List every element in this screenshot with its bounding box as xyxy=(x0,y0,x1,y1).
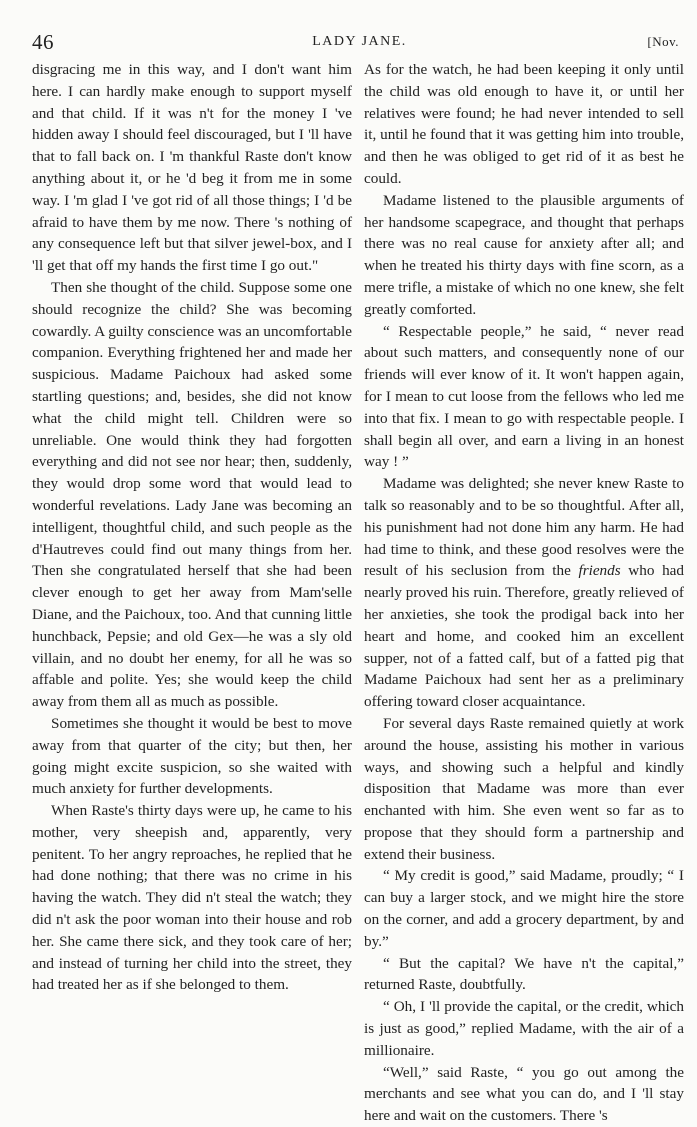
paragraph: “ But the capital? We have n't the capital,” returned Raste, doubtfully. xyxy=(364,954,684,994)
paragraph: For several days Raste remained quietly at work around the house, assisting his mother in various ways, and showing such a helpful and kindly disposition that Madame was more than ever enchanted with him. She even went so far as to propose that they should form a partnership and extend their business. xyxy=(364,714,684,863)
paragraph: “ My credit is good,” said Madame, proudly; “ I can buy a larger stock, and we might hire the store on the corner, and add a grocery department, by and by.” xyxy=(364,867,684,950)
paragraph: “Well,” said Raste, “ you go out among the merchants and see what you can do, and I 'll stay here and wait on the customers. There 's xyxy=(364,1063,684,1125)
issue-month: [Nov. xyxy=(647,34,679,49)
right-column xyxy=(364,59,684,1127)
paragraph: Sometimes she thought it would be best to move away from that quarter of the city; but then, her going might excite suspicion, so she waited with much anxiety for further developments. xyxy=(32,714,352,798)
running-title: LADY JANE. xyxy=(312,34,407,49)
paragraph xyxy=(364,473,684,713)
paragraph: disgracing me in this way, and I don't want him here. I can hardly make enough to support myself and that child. If it was n't for the money I 've hidden away I should feel discouraged, but I 'll have that to fall back on. I 'm thankful Raste don't know anything about it, or he 'd beg it from me in some way. I 'm glad I 've got rid of all those things; I 'd be afraid to have them by me now. There 's nothing of any consequence left but that silver jewel-box, and I 'll get that off my hands the first time I go out." xyxy=(32,61,352,275)
paragraph: “ Respectable people,” he said, “ never read about such matters, and consequently none of our friends will ever know of it. It won't happen again, for I mean to cut loose from the fellows who led me into that fix. I mean to go with respectable people. I shall begin all over, and earn a living in an honest way ! ” xyxy=(364,322,684,471)
paragraph: “ Oh, I 'll provide the capital, or the credit, which is just as good,” replied Madame, with the air of a millionaire. xyxy=(364,998,684,1059)
paragraph: Madame listened to the plausible arguments of her handsome scapegrace, and thought that perhaps there was no real cause for anxiety after all; and when he treated his thirty days with fine scorn, as a mere trifle, a mistake of which no one knew, she felt greatly comforted. xyxy=(364,191,684,318)
page-number: 46 xyxy=(32,30,54,54)
paragraph-text: who had nearly proved his ruin. Therefore, greatly relieved of her anxieties, she took the prodigal back into her heart and home, and cooked him an excellent supper, not of a fatted calf, but of a fatted pig that Madame Paichoux had sent her as a preliminary offering toward closer acquaintance. xyxy=(364,562,685,711)
emphasis-text: friends xyxy=(578,562,621,580)
running-header xyxy=(32,30,687,54)
paragraph: Then she thought of the child. Suppose some one should recognize the child? She was becoming cowardly. A guilty conscience was an uncomfortable companion. Everything frightened her and made her suspicious. Madame Paichoux had asked some startling questions; and, besides, she did not know what the child might tell. Children were so unreliable. One would think they had forgotten everything and did not see nor hear; then, suddenly, they would drop some word that would lead to wonderful revelations. Lady Jane was becoming an intelligent, thoughtful child, and such people as the d'Hautreves could find out many things from her. Then she congratulated herself that she had been clever enough to get her away from Mam'selle Diane, and the Paichoux, too. And that cunning little hunchback, Pepsie; and old Gex—he was a sly old villain, and no doubt her enemy, for all he was so affable and polite. Yes; she would keep the child away from them all as much as possible. xyxy=(32,278,352,711)
left-column xyxy=(32,59,352,996)
paragraph: As for the watch, he had been keeping it only until the child was old enough to have it, or until her relatives were found; he had never intended to sell it, until he found that it was getting him into trouble, and then he was obliged to get rid of it as best he could. xyxy=(364,61,684,187)
paragraph: When Raste's thirty days were up, he came to his mother, very sheepish and, apparently, very penitent. To her angry reproaches, he replied that he had done nothing; that there was no crime in his having the watch. They did n't steal the watch; they did n't ask the poor woman into their house and rob her. She came there sick, and they took care of her; and instead of turning her child into the street, they had treated her as if she belonged to them. xyxy=(32,802,352,994)
paragraph-text: Madame was delighted; she never knew Raste to talk so reasonably and to be so thoughtful. After all, his punishment had not done him any harm. He had had time to think, and these good resolves were the result of his seclusion from the xyxy=(364,475,684,580)
